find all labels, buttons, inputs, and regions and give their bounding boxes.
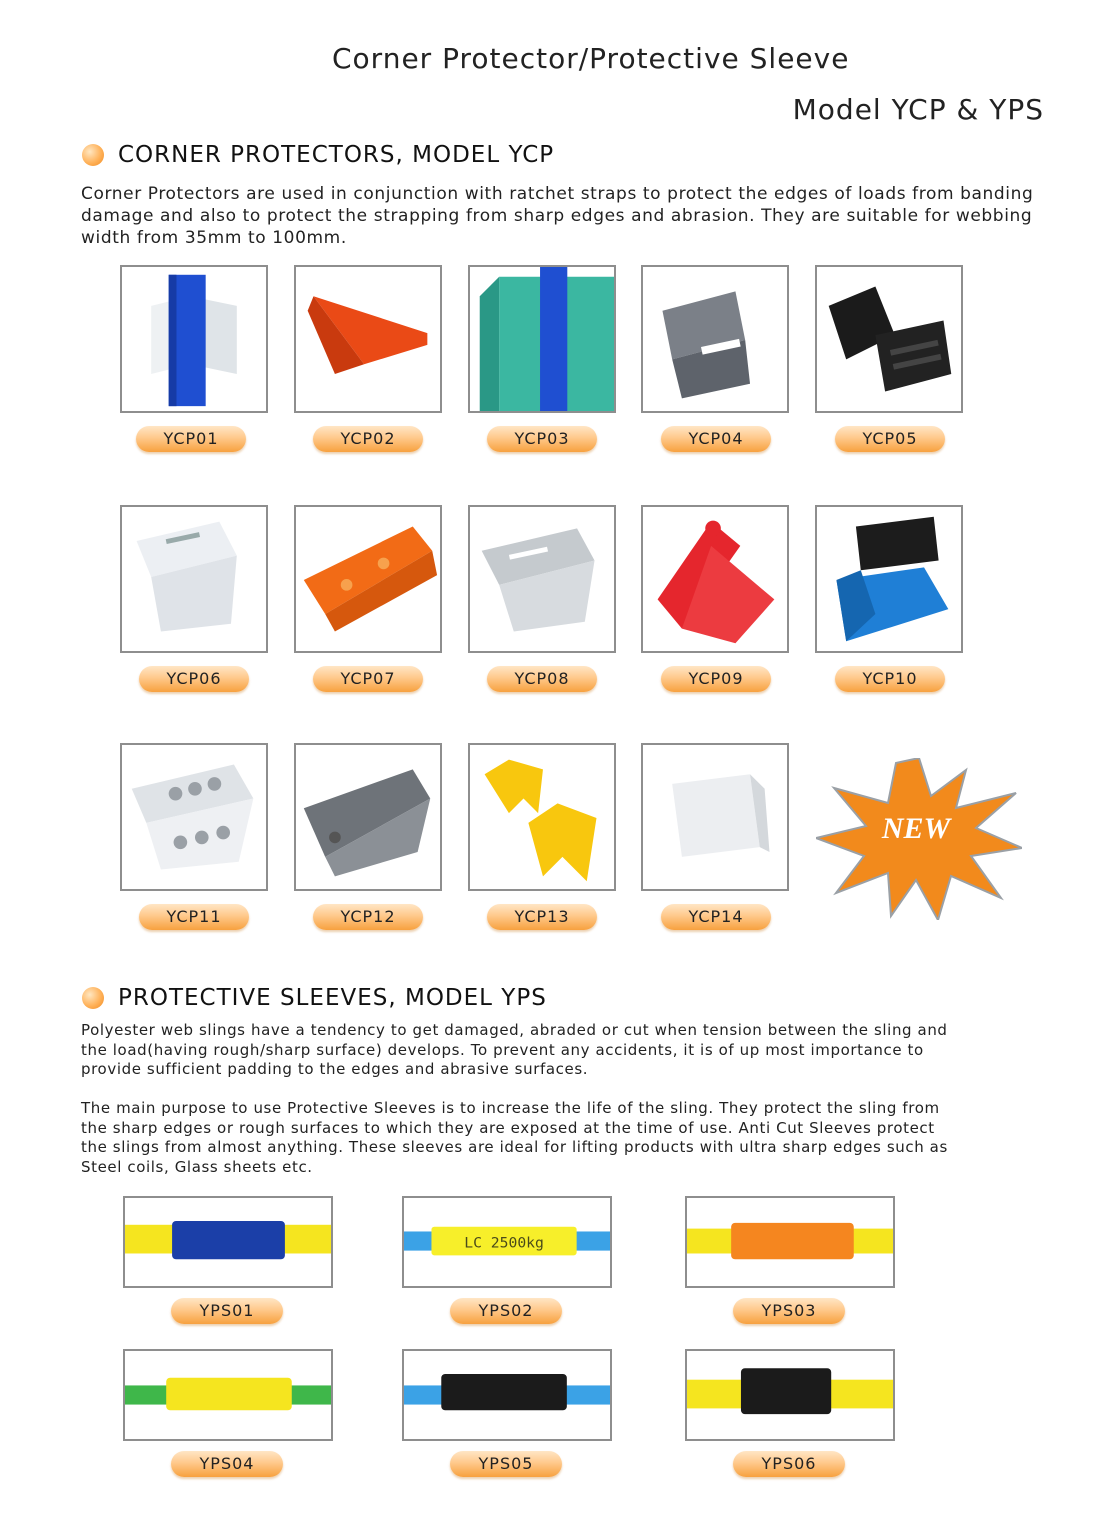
ycp08-label: YCP08 [487, 666, 597, 692]
bullet-icon [82, 987, 104, 1009]
product-image-ycp12[interactable] [294, 743, 442, 891]
yps-section-heading [82, 985, 547, 1011]
yps06-label: YPS06 [733, 1451, 845, 1477]
ycp14-label: YCP14 [661, 904, 771, 930]
ycp07-label: YCP07 [313, 666, 423, 692]
product-image-ycp06[interactable] [120, 505, 268, 653]
product-image-yps04[interactable] [123, 1349, 333, 1441]
yps-description-1: Polyester web slings have a tendency to get damaged, abraded or cut when tension between the sling and the load(having rough/sharp surface) develops. To prevent any accidents, it is of up most importance to provide sufficient padding to the edges and abrasive surfaces. [81, 1021, 948, 1078]
ycp04-label: YCP04 [661, 426, 771, 452]
ycp05-label: YCP05 [835, 426, 945, 452]
product-image-ycp10[interactable] [815, 505, 963, 653]
ycp01-label: YCP01 [136, 426, 246, 452]
product-image-ycp04[interactable] [641, 265, 789, 413]
product-image-ycp03[interactable] [468, 265, 616, 413]
ycp11-label: YCP11 [139, 904, 249, 930]
ycp-description: Corner Protectors are used in conjunction with ratchet straps to protect the edges of loads from banding damage and also to protect the strapping from sharp edges and abrasion. They are suitable for webbing width from 35mm to 100mm. [81, 184, 1034, 248]
product-image-ycp13[interactable] [468, 743, 616, 891]
product-image-yps02[interactable] [402, 1196, 612, 1288]
product-image-ycp01[interactable] [120, 265, 268, 413]
ycp06-label: YCP06 [139, 666, 249, 692]
ycp02-label: YCP02 [313, 426, 423, 452]
new-badge [816, 758, 1022, 920]
yps05-label: YPS05 [450, 1451, 562, 1477]
page-title: Corner Protector/Protective Sleeve [332, 42, 850, 75]
yps01-label: YPS01 [171, 1298, 283, 1324]
ycp-section-title: CORNER PROTECTORS, MODEL YCP [118, 142, 555, 168]
ycp10-label: YCP10 [835, 666, 945, 692]
yps02-sleeve-text: LC 2500kg [464, 1235, 544, 1252]
ycp12-label: YCP12 [313, 904, 423, 930]
yps-section-title: PROTECTIVE SLEEVES, MODEL YPS [118, 985, 547, 1011]
product-image-ycp08[interactable] [468, 505, 616, 653]
ycp03-label: YCP03 [487, 426, 597, 452]
page-subtitle: Model YCP & YPS [792, 93, 1044, 126]
product-image-ycp11[interactable] [120, 743, 268, 891]
ycp-section-heading [82, 142, 554, 168]
new-badge-text: NEW [881, 812, 951, 845]
ycp09-label: YCP09 [661, 666, 771, 692]
product-image-ycp14[interactable] [641, 743, 789, 891]
ycp13-label: YCP13 [487, 904, 597, 930]
product-image-yps06[interactable] [685, 1349, 895, 1441]
yps03-label: YPS03 [733, 1298, 845, 1324]
yps02-label: YPS02 [450, 1298, 562, 1324]
yps04-label: YPS04 [171, 1451, 283, 1477]
product-image-yps03[interactable] [685, 1196, 895, 1288]
product-image-ycp07[interactable] [294, 505, 442, 653]
product-image-ycp09[interactable] [641, 505, 789, 653]
bullet-icon [82, 144, 104, 166]
yps-description-2: The main purpose to use Protective Sleeves is to increase the life of the sling. They protect the sling from the sharp edges or rough surfaces to which they are exposed at the time of use. Anti Cut Sleeves protect the slings from almost anything. These sleeves are ideal for lifting products with ultra sharp edges such as Steel coils, Glass sheets etc. [81, 1099, 948, 1176]
product-image-ycp05[interactable] [815, 265, 963, 413]
product-image-yps05[interactable] [402, 1349, 612, 1441]
product-image-ycp02[interactable] [294, 265, 442, 413]
product-image-yps01[interactable] [123, 1196, 333, 1288]
